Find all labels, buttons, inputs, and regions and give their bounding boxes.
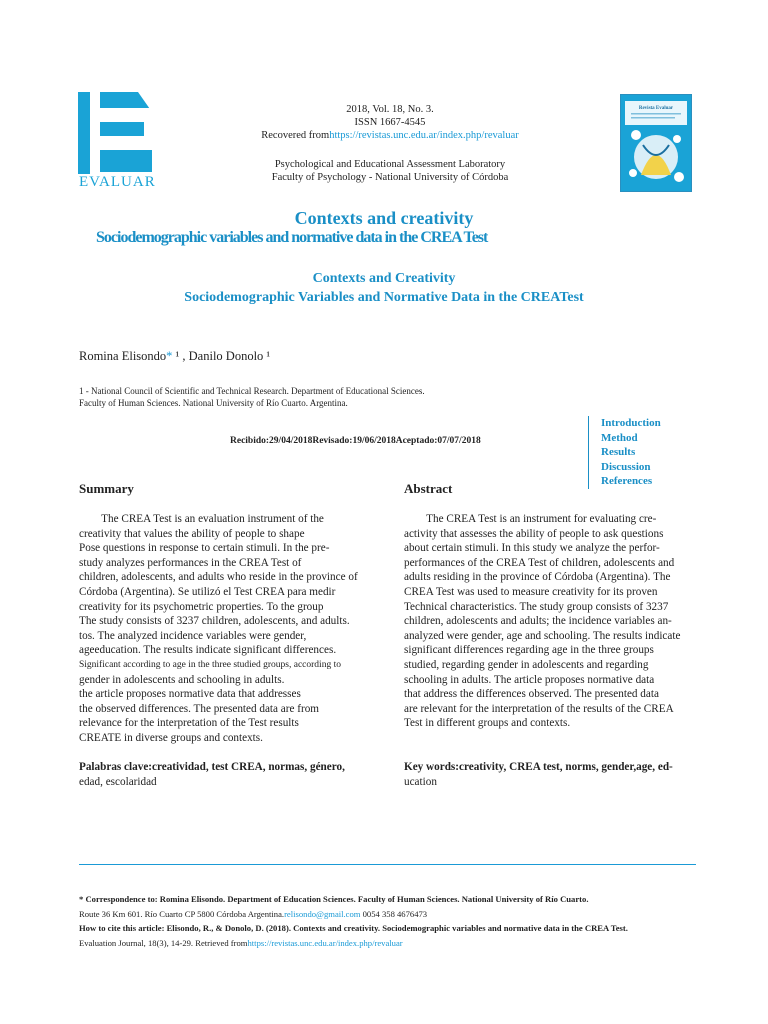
- abstract-heading: Abstract: [404, 481, 453, 496]
- email-link[interactable]: relisondo@gmail.com: [284, 908, 361, 919]
- citation-link[interactable]: https://revistas.unc.edu.ar/index.php/revaluar: [247, 937, 403, 948]
- summary-body: [79, 512, 381, 746]
- address-line: [79, 907, 719, 922]
- abstract-line: that address the differences observed. The presented data: [404, 688, 659, 701]
- summary-line: study analyzes performances in the CREA Test of: [79, 556, 302, 569]
- title-english: Contexts and Creativity: [312, 271, 456, 286]
- summary-line: Pose questions in response to certain stimuli. In the pre-: [79, 542, 330, 555]
- abstract-line: performances of the CREA Test of children, adolescents and: [404, 556, 675, 569]
- abstract-line: Technical characteristics. The study group consists of 3237: [404, 600, 669, 613]
- summary-line: creativity for its psychometric properties. To the group: [79, 600, 324, 613]
- keywords-cont: edad, escolaridad: [79, 776, 157, 788]
- toc-introduction-link[interactable]: Introduction: [601, 417, 661, 429]
- lab-line: Psychological and Educational Assessment Laboratory: [274, 159, 506, 170]
- citation-note: How to cite this article: Elisondo, R., & Donolo, D. (2018). Contexts and creativity. Sociodemographic variables and normative data in the CREA Test.: [79, 923, 628, 933]
- toc-references-link[interactable]: References: [601, 475, 653, 487]
- abstract-line: Test in different groups and contexts.: [404, 717, 571, 730]
- abstract-line: about certain stimuli. In this study we analyze the perfor-: [404, 542, 660, 555]
- correspondence-star[interactable]: *: [166, 349, 173, 363]
- footer-notes: [79, 892, 719, 950]
- citation-text: Evaluation Journal, 18(3), 14-29. Retrieved from: [79, 937, 248, 948]
- toc-discussion-link[interactable]: Discussion: [601, 460, 651, 473]
- keywords-spanish: [79, 760, 389, 790]
- abstract-line: are relevant for the interpretation of the results of the CREA: [404, 702, 674, 715]
- table-of-contents: [588, 416, 661, 489]
- keywords-label: Key words:creativity, CREA test, norms, gender,age, ed-: [404, 761, 673, 773]
- correspondence-note: * Correspondence to: Romina Elisondo. Department of Education Sciences. Faculty of Human Sciences. National University of Río Cuarto.: [79, 894, 589, 904]
- abstract-line: CREA Test was used to measure creativity for its proven: [404, 585, 658, 598]
- authors: [79, 349, 270, 364]
- keywords-label: Palabras clave:creatividad, test CREA, normas, género,: [79, 761, 345, 773]
- summary-line: relevance for the interpretation of the Test results: [79, 717, 299, 730]
- cover-title: Revista Evaluar: [638, 106, 674, 111]
- toc-method-link[interactable]: Method: [601, 431, 638, 444]
- author-sup: ¹: [172, 349, 183, 363]
- summary-line: CREATE in diverse groups and contexts.: [79, 731, 263, 744]
- affiliation-line: 1 - National Council of Scientific and Technical Research. Department of Educational Sciences.: [79, 386, 425, 396]
- summary-line: The study consists of 3237 children, adolescents, and adults.: [79, 615, 350, 628]
- abstract-body: [404, 512, 706, 731]
- subtitle-spanish: Sociodemographic variables and normative data in the CREA Test: [96, 229, 488, 246]
- summary-line: creativity that values the ability of people to shape: [79, 527, 305, 540]
- affiliation-line: Faculty of Human Sciences. National University of Río Cuarto. Argentina.: [79, 398, 348, 408]
- faculty-line: Faculty of Psychology - National University of Córdoba: [271, 172, 509, 183]
- lab-info: [240, 158, 540, 184]
- summary-heading: Summary: [79, 481, 134, 496]
- summary-line: The CREA Test is an evaluation instrument of the: [79, 513, 324, 525]
- volume-line: 2018, Vol. 18, No. 3.: [346, 104, 434, 115]
- subtitle-english: Sociodemographic Variables and Normative Data in the CREATest: [184, 290, 584, 305]
- abstract-line: The CREA Test is an instrument for evaluating cre-: [404, 513, 657, 525]
- citation-line: [79, 936, 719, 951]
- phone-text: 0054 358 4676473: [360, 908, 428, 919]
- summary-line: Córdoba (Argentina). Se utilizó el Test CREA para medir: [79, 585, 336, 598]
- summary-line: the observed differences. The presented data are from: [79, 702, 320, 715]
- summary-line: Significant according to age in the three studied groups, according to: [79, 659, 341, 670]
- logo-text: EVALUAR: [79, 174, 156, 190]
- address-text: Route 36 Km 601. Río Cuarto CP 5800 Córdoba Argentina.: [79, 908, 285, 919]
- summary-line: tos. The analyzed incidence variables were gender,: [79, 629, 307, 642]
- summary-line: the article proposes normative data that addresses: [79, 688, 301, 701]
- title-spanish: Contexts and creativity: [294, 208, 474, 228]
- footer-divider: [79, 864, 696, 865]
- issn-line: ISSN 1667-4545: [354, 117, 426, 128]
- keywords-cont: ucation: [404, 776, 437, 788]
- abstract-line: analyzed were gender, age and schooling. The results indicate: [404, 629, 681, 642]
- coauthor-name: , Danilo Donolo ¹: [182, 349, 271, 363]
- affiliations: [79, 385, 539, 409]
- summary-line: gender in adolescents and schooling in adults.: [79, 673, 285, 686]
- publication-info: [240, 103, 540, 142]
- abstract-line: schooling in adults. The article proposes normative data: [404, 673, 655, 686]
- journal-cover-image: [620, 94, 692, 192]
- abstract-line: activity that assesses the ability of people to ask questions: [404, 527, 664, 540]
- abstract-line: children, adolescents and adults; the incidence variables an-: [404, 615, 672, 628]
- cover-art-icon: [621, 95, 691, 191]
- recovered-line: [240, 129, 540, 142]
- journal-link[interactable]: https://revistas.unc.edu.ar/index.php/revaluar: [329, 130, 519, 141]
- summary-line: ageeducation. The results indicate significant differences.: [79, 644, 337, 657]
- abstract-line: studied, regarding gender in adolescents and regarding: [404, 658, 649, 671]
- dates-line: Recibido:29/04/2018Revisado:19/06/2018Aceptado:07/07/2018: [230, 436, 481, 446]
- toc-results-link[interactable]: Results: [601, 446, 636, 458]
- keywords-english: [404, 760, 714, 790]
- abstract-line: adults residing in the province of Córdoba (Argentina). The: [404, 571, 671, 584]
- recovered-label: Recovered from: [261, 130, 330, 141]
- author-name: Romina Elisondo: [79, 349, 167, 363]
- summary-line: children, adolescents, and adults who reside in the province of: [79, 571, 358, 584]
- abstract-line: significant differences regarding age in the three groups: [404, 644, 654, 657]
